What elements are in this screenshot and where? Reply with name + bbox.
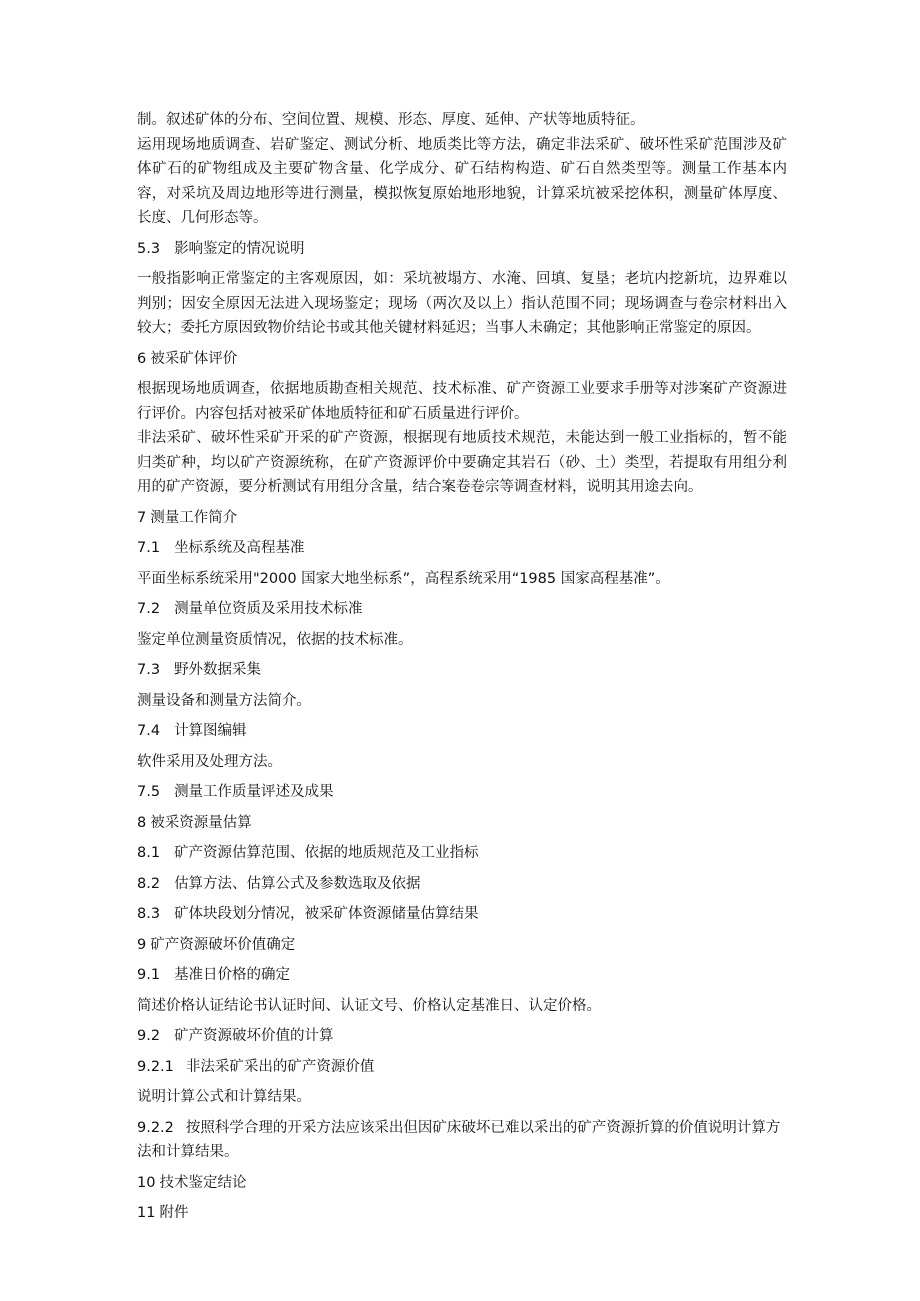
- section-number: 11: [137, 1205, 156, 1221]
- section-title: 测量单位资质及采用技术标准: [174, 601, 363, 617]
- section-heading-7-5: [137, 780, 787, 805]
- section-heading-9-2: [137, 1024, 787, 1049]
- section-title: 矿产资源破坏价值确定: [150, 936, 296, 953]
- section-heading-9: [137, 933, 787, 958]
- section-title: 矿体块段划分情况，被采矿体资源储量估算结果: [174, 906, 479, 922]
- section-heading-8: [137, 811, 787, 836]
- section-heading-9-1: [137, 963, 787, 988]
- paragraph-field-data: 测量设备和测量方法简介。: [137, 692, 311, 709]
- section-number: 8.2: [137, 875, 161, 892]
- section-title: 基准日价格的确定: [174, 967, 291, 983]
- section-number: 9.2: [137, 1028, 161, 1044]
- section-number: 10: [137, 1174, 156, 1191]
- section-title: 估算方法、估算公式及参数选取及依据: [174, 875, 421, 892]
- section-number: 9.2.2: [137, 1119, 174, 1136]
- section-number: 7.3: [137, 662, 161, 678]
- section-number: 9.2.1: [137, 1058, 174, 1075]
- section-title: 按照科学合理的开采方法应该采出但因矿床破坏已难以采出的矿产资源折算的价值说明计算方法和计算结果。: [137, 1119, 781, 1160]
- paragraph-resource-classification: 非法采矿、破坏性采矿开采的矿产资源，根据现有地质技术规范，未能达到一般工业指标的，暂不能归类矿种，均以矿产资源统称，在矿产资源评价中要确定其岩石（砂、土）类型，若提取有用组分利用的矿产资源，要分析测试有用组分含量，结合案卷卷宗等调查材料，说明其用途去向。: [137, 430, 787, 495]
- section-heading-8-2: [137, 872, 787, 897]
- section-number: 7.5: [137, 784, 161, 800]
- paragraph-orebody-evaluation: 根据现场地质调查，依据地质勘查相关规范、技术标准、矿产资源工业要求手册等对涉案矿产资源进行评价。内容包括对被采矿体地质特征和矿石质量进行评价。: [137, 381, 787, 422]
- section-heading-5-3: [137, 237, 787, 262]
- section-number: 9.1: [137, 967, 161, 983]
- section-heading-8-1: [137, 841, 787, 866]
- section-title: 被采矿体评价: [150, 350, 238, 367]
- section-heading-11: [137, 1201, 787, 1226]
- section-title: 计算图编辑: [174, 723, 247, 739]
- section-heading-7-3: [137, 658, 787, 683]
- section-number: 8.3: [137, 906, 161, 922]
- section-heading-9-2-1: [137, 1055, 787, 1080]
- paragraph-coordinate-system: 平面坐标系统采用"2000 国家大地坐标系”，高程系统采用“1985 国家高程基准”。: [137, 570, 670, 587]
- section-number: 7.4: [137, 723, 161, 739]
- section-title: 被采资源量估算: [150, 814, 252, 831]
- section-heading-7: [137, 506, 787, 531]
- paragraph-price-certification: 简述价格认证结论书认证时间、认证文号、价格认定基准日、认定价格。: [137, 997, 601, 1014]
- paragraph-calculation-result: 说明计算公式和计算结果。: [137, 1089, 311, 1105]
- paragraph-influencing-factors: 一般指影响正常鉴定的主客观原因，如：采坑被塌方、水淹、回填、复垦；老坑内挖新坑，边界难以判别；因安全原因无法进入现场鉴定；现场（两次及以上）指认范围不同；现场调查与卷宗材料出入较大；委托方原因致物价结论书或其他关键材料延迟；当事人未确定；其他影响正常鉴定的原因。: [137, 271, 787, 336]
- paragraph-survey-qualification: 鉴定单位测量资质情况，依据的技术标准。: [137, 631, 413, 648]
- section-title: 技术鉴定结论: [159, 1174, 247, 1191]
- paragraph-software: 软件采用及处理方法。: [137, 753, 282, 770]
- section-title: 测量工作简介: [150, 509, 238, 526]
- paragraph-orebody-features: 制。叙述矿体的分布、空间位置、规模、形态、厚度、延伸、产状等地质特征。: [137, 112, 645, 128]
- section-number: 6: [137, 350, 147, 367]
- section-title: 影响鉴定的情况说明: [174, 240, 305, 257]
- section-heading-7-2: [137, 597, 787, 622]
- section-title: 矿产资源破坏价值的计算: [174, 1028, 334, 1044]
- section-heading-6: [137, 347, 787, 372]
- section-number: 8: [137, 814, 147, 831]
- section-number: 7: [137, 509, 147, 526]
- section-heading-8-3: [137, 902, 787, 927]
- section-number: 8.1: [137, 845, 161, 861]
- section-number: 5.3: [137, 240, 161, 257]
- section-heading-9-2-2: [137, 1116, 787, 1165]
- section-number: 9: [137, 936, 147, 953]
- section-title: 非法采矿采出的矿产资源价值: [185, 1058, 375, 1075]
- section-number: 7.1: [137, 540, 161, 556]
- section-title: 测量工作质量评述及成果: [174, 784, 334, 800]
- section-heading-7-4: [137, 719, 787, 744]
- section-heading-10: [137, 1171, 787, 1196]
- section-number: 7.2: [137, 601, 161, 617]
- section-title: 矿产资源估算范围、依据的地质规范及工业指标: [174, 845, 479, 861]
- section-heading-7-1: [137, 536, 787, 561]
- section-title: 坐标系统及高程基准: [174, 540, 305, 556]
- section-title: 野外数据采集: [174, 662, 262, 678]
- section-title: 附件: [159, 1205, 189, 1221]
- paragraph-survey-methods: 运用现场地质调查、岩矿鉴定、测试分析、地质类比等方法，确定非法采矿、破坏性采矿范围涉及矿体矿石的矿物组成及主要矿物含量、化学成分、矿石结构构造、矿石自然类型等。测量工作基本内容，对采坑及周边地形等进行测量，模拟恢复原始地形地貌，计算采坑被采挖体积，测量矿体厚度、长度、几何形态等。: [137, 136, 787, 226]
- document-page: [137, 108, 787, 1232]
